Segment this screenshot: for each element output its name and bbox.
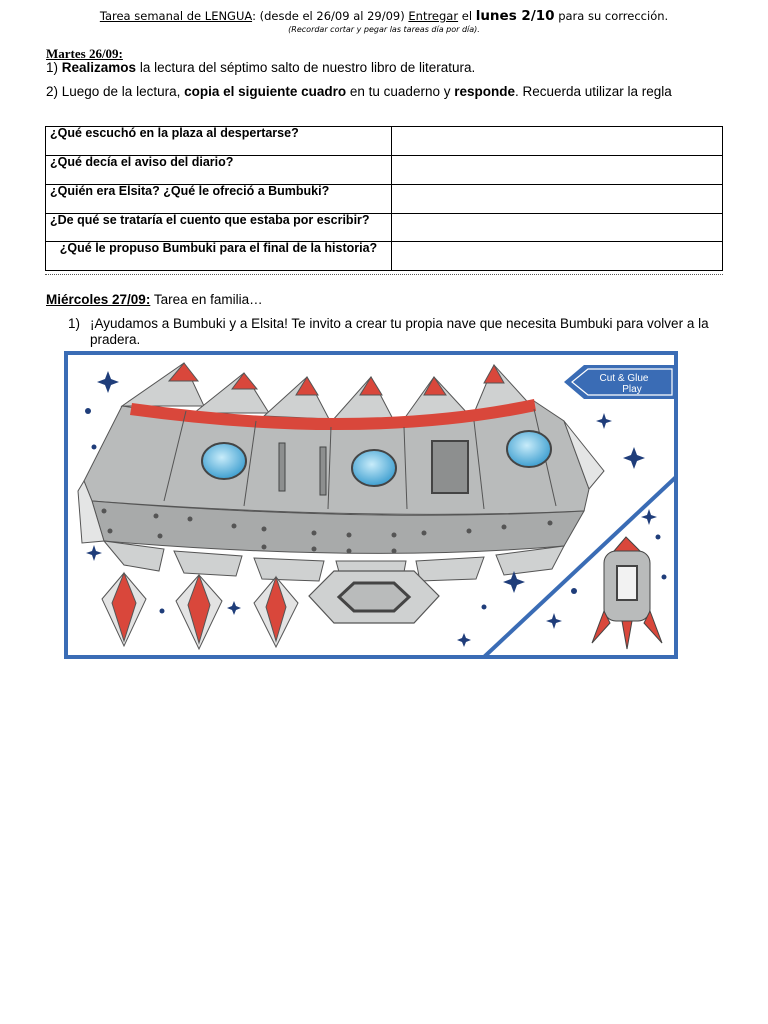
tuesday-item-1 — [46, 60, 724, 76]
tuesday-item-2-c: en tu cuaderno y — [346, 84, 455, 99]
answer-cell — [392, 185, 723, 214]
tuesday-date: Martes 26/09: — [46, 46, 123, 61]
dotted-separator — [45, 274, 723, 275]
assignment-header — [0, 8, 768, 36]
tuesday-item-2-e: . Recuerda utilizar la regla — [514, 84, 672, 99]
question-cell: ¿De qué se trataría el cuento que estaba por escribir? — [46, 214, 392, 242]
hexagon-base — [309, 571, 439, 623]
header-deadline: lunes 2/10 — [475, 8, 555, 24]
banner-text-2: Play — [622, 384, 642, 395]
banner-text-1: Cut & Glue — [599, 373, 649, 384]
header-el: el — [458, 9, 476, 23]
tuesday-item-2-d: responde — [454, 84, 515, 99]
answer-cell — [392, 156, 723, 185]
cut-glue-banner — [564, 365, 676, 399]
table-row — [46, 185, 723, 214]
tuesday-item-1-text: la lectura del séptimo salto de nuestro libro de literatura. — [136, 60, 476, 75]
header-subject: Tarea semanal de LENGUA — [99, 9, 253, 23]
tuesday-item-2-a: 2) Luego de la lectura, — [46, 84, 185, 99]
tuesday-item-2 — [46, 84, 724, 99]
wednesday-label: Tarea en familia… — [150, 292, 263, 307]
wednesday-date: Miércoles 27/09: — [46, 292, 151, 307]
question-cell: ¿Qué decía el aviso del diario? — [46, 156, 392, 185]
table-row — [46, 214, 723, 242]
spaceship-cutout-image — [64, 351, 678, 659]
table-row — [46, 127, 723, 156]
header-note: (Recordar cortar y pegar las tareas día por día). — [288, 25, 480, 34]
tuesday-item-2-b: copia el siguiente cuadro — [184, 84, 347, 99]
questions-table — [45, 126, 723, 271]
header-deliver: Entregar — [408, 9, 459, 23]
question-cell: ¿Qué le propuso Bumbuki para el final de la historia? — [46, 242, 392, 271]
header-correction: para su corrección. — [554, 9, 669, 23]
header-dates: : (desde el 26/09 al 29/09) — [252, 9, 409, 23]
wednesday-item-text: ¡Ayudamos a Bumbuki y a Elsita! Te invito a crear tu propia nave que necesita Bumbuki para volver a la pradera. — [90, 316, 709, 347]
tuesday-item-1-bold: Realizamos — [61, 60, 137, 75]
table-row — [46, 156, 723, 185]
question-cell: ¿Quién era Elsita? ¿Qué le ofreció a Bumbuki? — [46, 185, 392, 214]
wednesday-heading — [46, 292, 263, 307]
answer-cell — [392, 127, 723, 156]
tuesday-item-1-number: 1) — [46, 60, 62, 75]
table-row — [46, 242, 723, 271]
question-cell: ¿Qué escuchó en la plaza al despertarse? — [46, 127, 392, 156]
answer-cell — [392, 214, 723, 242]
answer-cell — [392, 242, 723, 271]
wednesday-item-number: 1) — [68, 316, 81, 331]
